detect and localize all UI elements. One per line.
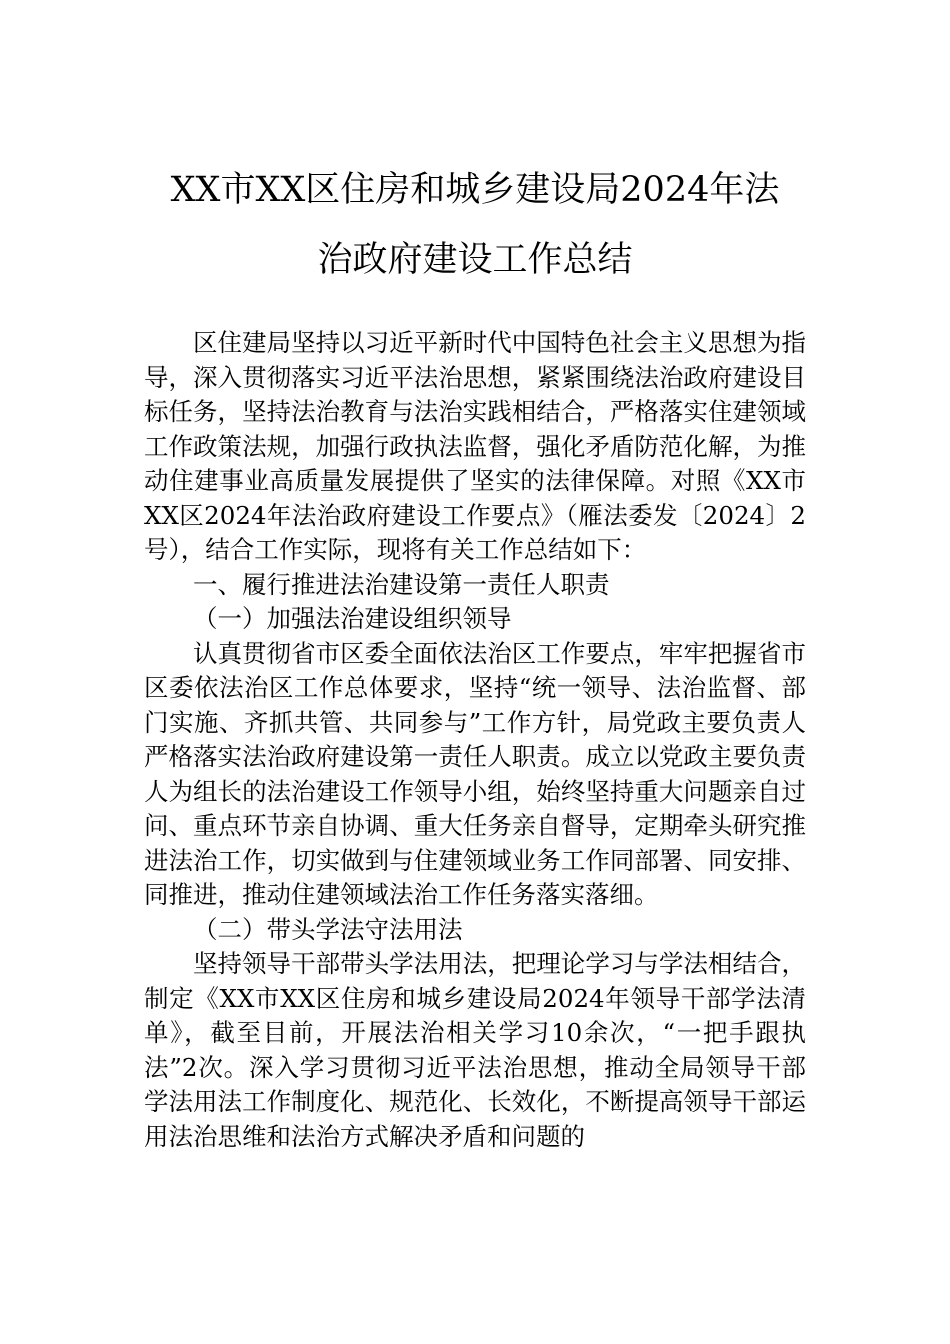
section-1-heading: 一、履行推进法治建设第一责任人职责 (193, 569, 610, 599)
subsection-1-paragraph: 认真贯彻省市区委全面依法治区工作要点，牢牢把握省市区委依法治区工作总体要求，坚持“统一领导、法治监督、部门实施、齐抓共管、共同参与”工作方针，局党政主要负责人严格落实法治政府建设第一责任人职责。成立以党政主要负责人为组长的法治建设工作领导小组，始终坚持重大问题亲自过问、重点环节亲自协调、重大任务亲自督导，定期牵头研究推进法治工作，切实做到与住建领域业务工作同部署、同安排、同推进，推动住建领域法治工作任务落实落细。 (144, 638, 806, 909)
document-title (120, 155, 830, 295)
title-line-2: 治政府建设工作总结 (317, 240, 633, 280)
intro-paragraph: 区住建局坚持以习近平新时代中国特色社会主义思想为指导，深入贯彻落实习近平法治思想，紧紧围绕法治政府建设目标任务，坚持法治教育与法治实践相结合，严格落实住建领域工作政策法规，加强行政执法监督，强化矛盾防范化解，为推动住建事业高质量发展提供了坚实的法律保障。对照《XX市XX区2024年法治政府建设工作要点》（雁法委发〔2024〕2号），结合工作实际，现将有关工作总结如下： (144, 328, 806, 564)
subsection-2-heading: （二）带头学法守法用法 (193, 914, 463, 944)
document-body (144, 326, 806, 1154)
subsection-2-paragraph: 坚持领导干部带头学法用法，把理论学习与学法相结合，制定《XX市XX区住房和城乡建设局2024年领导干部学法清单》，截至目前，开展法治相关学习10余次，“一把手跟执法”2次。深入学习贯彻习近平法治思想，推动全局领导干部学法用法工作制度化、规范化、长效化，不断提高领导干部运用法治思维和法治方式解决矛盾和问题的 (144, 949, 806, 1151)
subsection-1-heading: （一）加强法治建设组织领导 (193, 604, 512, 633)
title-line-1: XX市XX区住房和城乡建设局2024年法 (170, 170, 780, 210)
